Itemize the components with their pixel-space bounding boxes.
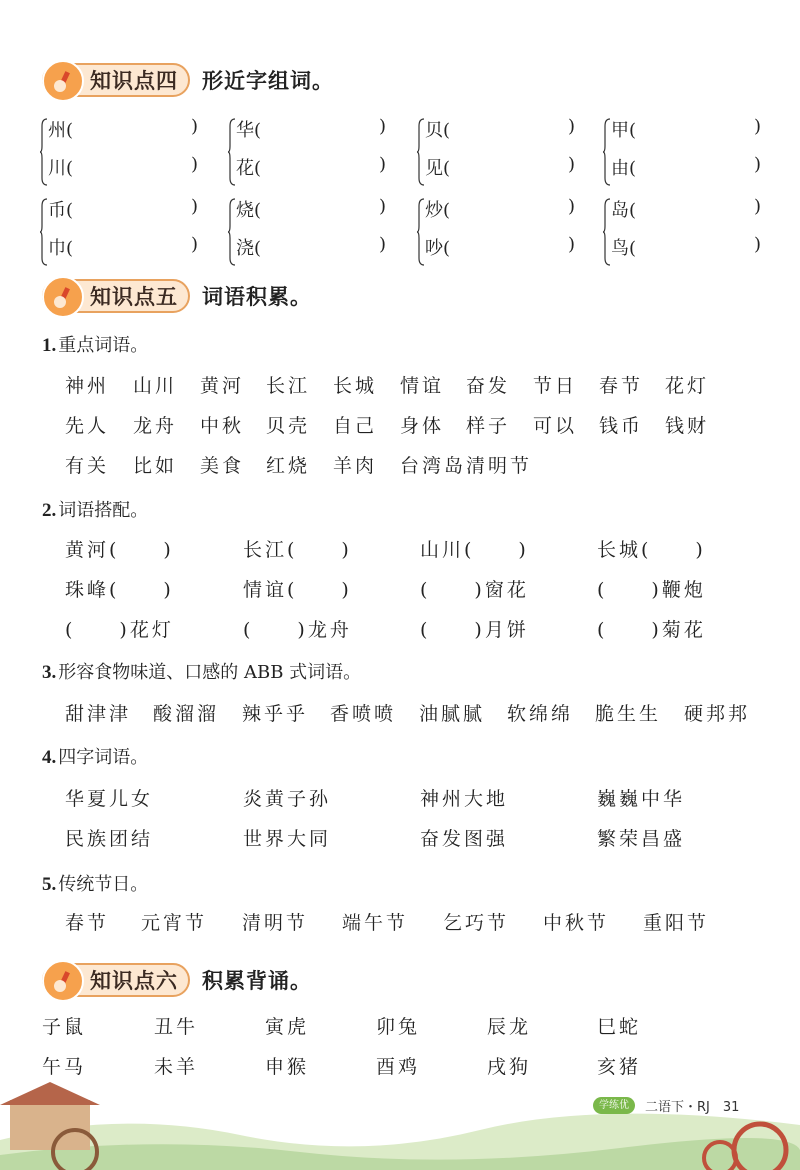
- char-prefix: 州(: [48, 120, 74, 141]
- zodiac-word: 卯兔: [376, 1016, 421, 1038]
- q4-heading: 4. 四字词语。: [42, 747, 149, 768]
- abb-word: 脆生生: [595, 703, 662, 725]
- word-match-item: ( )龙舟: [243, 619, 352, 641]
- abb-word: 辣乎乎: [242, 703, 309, 725]
- section-5-badge: [42, 279, 190, 313]
- char-prefix: 由(: [611, 158, 637, 179]
- char-row: [236, 154, 386, 180]
- char-prefix: 花(: [236, 158, 262, 179]
- char-prefix: 贝(: [425, 120, 451, 141]
- idiom: 华夏儿女: [65, 788, 154, 810]
- word-match-item: 珠峰( ): [65, 579, 174, 601]
- word-match-item: ( )窗花: [420, 579, 529, 601]
- char-suffix: ): [378, 234, 386, 255]
- section-6-header: [42, 960, 312, 1000]
- footer-brand-badge: 学练优: [593, 1097, 635, 1114]
- key-word: 黄河: [200, 375, 245, 397]
- word-match-item: ( )菊花: [597, 619, 706, 641]
- char-suffix: ): [567, 234, 575, 255]
- idiom: 世界大同: [243, 828, 332, 850]
- brace-icon: [40, 118, 48, 186]
- char-prefix: 炒(: [425, 200, 451, 221]
- section-6-title: 积累背诵。: [202, 969, 312, 993]
- similar-char-group: [417, 116, 582, 188]
- zodiac-word: 巳蛇: [597, 1016, 642, 1038]
- similar-char-group: [228, 196, 393, 268]
- zodiac-word: 戌狗: [487, 1056, 532, 1078]
- char-suffix: ): [378, 196, 386, 217]
- char-row: [425, 196, 575, 222]
- festival: 清明节: [242, 912, 309, 934]
- zodiac-word: 子鼠: [42, 1016, 87, 1038]
- section-5-title: 词语积累。: [202, 285, 312, 309]
- char-suffix: ): [753, 116, 761, 137]
- brace-icon: [40, 198, 48, 266]
- similar-char-group: [40, 116, 205, 188]
- char-prefix: 烧(: [236, 200, 262, 221]
- idiom: 巍巍中华: [597, 788, 686, 810]
- word-match-item: 山川( ): [420, 539, 529, 561]
- char-prefix: 岛(: [611, 200, 637, 221]
- zodiac-word: 申猴: [265, 1056, 310, 1078]
- key-word: 花灯: [665, 375, 710, 397]
- key-word: 神州: [65, 375, 110, 397]
- q3-heading: 3. 形容食物味道、口感的 ABB 式词语。: [42, 662, 362, 683]
- char-prefix: 见(: [425, 158, 451, 179]
- word-match-item: 黄河( ): [65, 539, 174, 561]
- key-word: 身体: [400, 415, 445, 437]
- similar-char-group: [417, 196, 582, 268]
- word-match-item: ( )鞭炮: [597, 579, 706, 601]
- char-suffix: ): [190, 234, 198, 255]
- char-row: [236, 234, 386, 260]
- abb-word: 香喷喷: [330, 703, 397, 725]
- key-word: 可以: [533, 415, 578, 437]
- zodiac-word: 亥猪: [597, 1056, 642, 1078]
- char-row: [48, 234, 198, 260]
- key-word: 有关: [65, 455, 110, 477]
- festival: 乞巧节: [443, 912, 510, 934]
- key-word: 先人: [65, 415, 110, 437]
- key-word: 长江: [266, 375, 311, 397]
- char-row: [48, 196, 198, 222]
- char-row: [611, 154, 761, 180]
- festival: 重阳节: [643, 912, 710, 934]
- q5-heading: 5. 传统节日。: [42, 874, 149, 895]
- char-suffix: ): [753, 196, 761, 217]
- char-prefix: 巾(: [48, 238, 74, 259]
- char-prefix: 吵(: [425, 238, 451, 259]
- char-row: [236, 116, 386, 142]
- word-match-item: 长江( ): [243, 539, 352, 561]
- brace-icon: [417, 198, 425, 266]
- char-row: [48, 116, 198, 142]
- char-row: [425, 116, 575, 142]
- festival: 中秋节: [543, 912, 610, 934]
- section-4-badge: [42, 63, 190, 97]
- zodiac-word: 午马: [42, 1056, 87, 1078]
- word-match-item: 长城( ): [597, 539, 706, 561]
- char-row: [425, 154, 575, 180]
- brace-icon: [228, 118, 236, 186]
- q2-heading: 2. 词语搭配。: [42, 500, 149, 521]
- footer-page-info: 二语下・RJ 31: [645, 1100, 740, 1115]
- abb-word: 酸溜溜: [153, 703, 220, 725]
- char-row: [611, 234, 761, 260]
- char-prefix: 鸟(: [611, 238, 637, 259]
- idiom: 炎黄子孙: [243, 788, 332, 810]
- key-word: 钱币: [599, 415, 644, 437]
- section-5-label: 知识点五: [90, 285, 178, 309]
- char-suffix: ): [190, 196, 198, 217]
- pencil-hand-icon: [42, 60, 84, 102]
- zodiac-word: 寅虎: [265, 1016, 310, 1038]
- brace-icon: [603, 118, 611, 186]
- section-4-title: 形近字组词。: [202, 69, 334, 93]
- pencil-hand-icon: [42, 276, 84, 318]
- key-word: 山川: [133, 375, 178, 397]
- char-prefix: 川(: [48, 158, 74, 179]
- similar-char-group: [603, 116, 768, 188]
- key-word: 春节: [599, 375, 644, 397]
- idiom: 奋发图强: [420, 828, 509, 850]
- key-word: 自己: [333, 415, 378, 437]
- key-word: 红烧: [266, 455, 311, 477]
- char-suffix: ): [378, 154, 386, 175]
- key-word: 美食: [200, 455, 245, 477]
- char-suffix: ): [753, 234, 761, 255]
- key-word: 贝壳: [266, 415, 311, 437]
- char-prefix: 甲(: [611, 120, 637, 141]
- key-word: 长城: [333, 375, 378, 397]
- brace-icon: [228, 198, 236, 266]
- char-suffix: ): [567, 116, 575, 137]
- char-suffix: ): [190, 154, 198, 175]
- word-match-item: ( )花灯: [65, 619, 174, 641]
- key-word: 中秋: [200, 415, 245, 437]
- char-suffix: ): [567, 154, 575, 175]
- idiom: 神州大地: [420, 788, 509, 810]
- abb-word: 软绵绵: [507, 703, 574, 725]
- char-suffix: ): [753, 154, 761, 175]
- zodiac-word: 未羊: [154, 1056, 199, 1078]
- key-word: 羊肉: [333, 455, 378, 477]
- key-word: 台湾岛: [400, 455, 467, 477]
- festival: 元宵节: [141, 912, 208, 934]
- section-5-header: [42, 276, 312, 316]
- char-suffix: ): [567, 196, 575, 217]
- key-word: 钱财: [665, 415, 710, 437]
- key-word: 比如: [133, 455, 178, 477]
- similar-char-group: [228, 116, 393, 188]
- section-4-header: [42, 60, 334, 100]
- key-word: 样子: [466, 415, 511, 437]
- char-row: [48, 154, 198, 180]
- word-match-item: ( )月饼: [420, 619, 529, 641]
- idiom: 民族团结: [65, 828, 154, 850]
- festival: 春节: [65, 912, 110, 934]
- char-prefix: 华(: [236, 120, 262, 141]
- char-prefix: 浇(: [236, 238, 262, 259]
- word-match-item: 情谊( ): [243, 579, 352, 601]
- key-word: 节日: [533, 375, 578, 397]
- char-row: [425, 234, 575, 260]
- abb-word: 硬邦邦: [684, 703, 751, 725]
- section-6-badge: [42, 963, 190, 997]
- brace-icon: [603, 198, 611, 266]
- key-word: 龙舟: [133, 415, 178, 437]
- brace-icon: [417, 118, 425, 186]
- char-prefix: 币(: [48, 200, 74, 221]
- char-suffix: ): [378, 116, 386, 137]
- char-row: [611, 116, 761, 142]
- section-4-label: 知识点四: [90, 69, 178, 93]
- char-row: [611, 196, 761, 222]
- zodiac-word: 辰龙: [487, 1016, 532, 1038]
- key-word: 情谊: [400, 375, 445, 397]
- abb-word: 甜津津: [65, 703, 132, 725]
- key-word: 奋发: [466, 375, 511, 397]
- zodiac-word: 酉鸡: [376, 1056, 421, 1078]
- q1-heading: 1. 重点词语。: [42, 335, 149, 356]
- festival: 端午节: [342, 912, 409, 934]
- char-suffix: ): [190, 116, 198, 137]
- pencil-hand-icon: [42, 960, 84, 1002]
- similar-char-group: [40, 196, 205, 268]
- char-row: [236, 196, 386, 222]
- key-word: 清明节: [466, 455, 533, 477]
- abb-word: 油腻腻: [419, 703, 486, 725]
- zodiac-word: 丑牛: [154, 1016, 199, 1038]
- similar-char-group: [603, 196, 768, 268]
- landscape-illustration: [0, 1080, 800, 1170]
- idiom: 繁荣昌盛: [597, 828, 686, 850]
- section-6-label: 知识点六: [90, 969, 178, 993]
